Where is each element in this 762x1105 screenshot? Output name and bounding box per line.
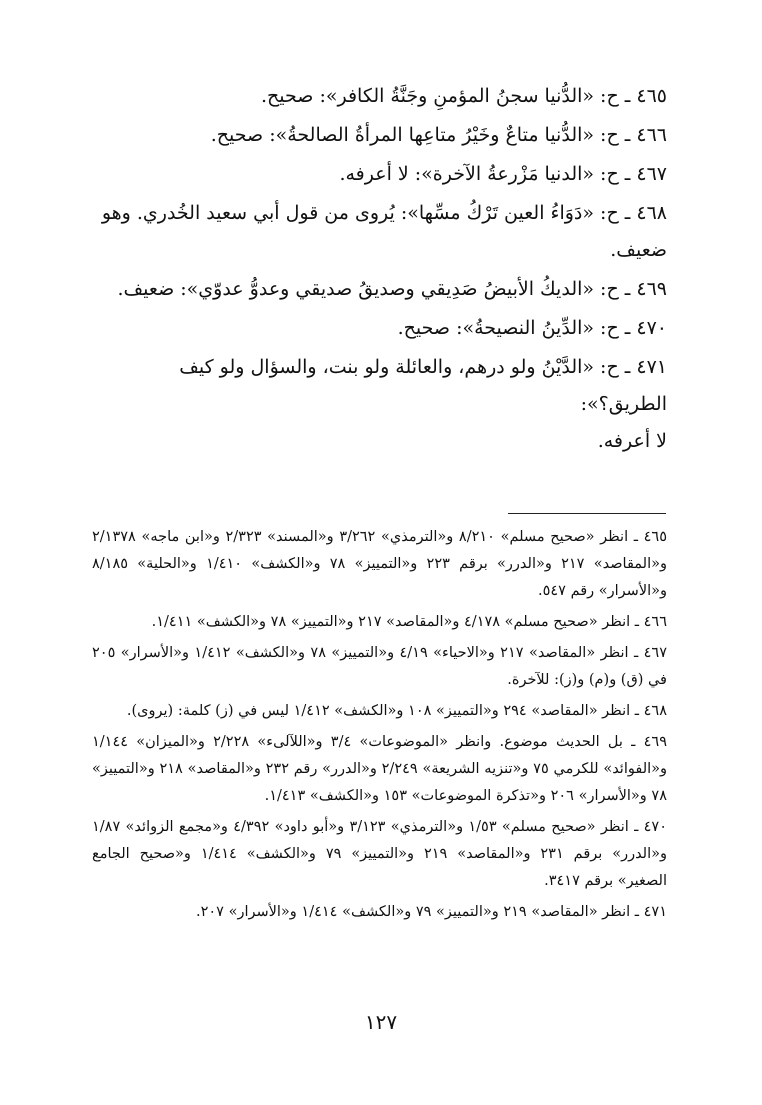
entry-number: ٤٦٩ xyxy=(636,278,667,300)
footnote-text: ـ انظر «صحيح مسلم» ١/٥٣ و«الترمذي» ٣/١٢٣ و«أبو داود» ٤/٣٩٢ و«مجمع الزوائد» ١/٨٧ و«الدرر» برقم ٢٣١ و«المقاصد» ٢١٩ و«التمييز» ٧٩ و«الكشف» ١/٤١٤ و«صحيح الجامع الصغير» برقم ٣٤١٧. xyxy=(92,819,668,889)
main-text xyxy=(92,78,667,462)
entry-continuation: لا أعرفه. xyxy=(597,430,667,452)
footnote-number: ٤٦٦ xyxy=(643,614,667,630)
footnote-separator xyxy=(508,513,666,514)
entry-text: ـ ح: «دَوَاءُ العين تَرْكُ مسِّها»: يُروى من قول أبي سعيد الخُدري. وهو xyxy=(101,202,631,224)
page-number: ١٢٧ xyxy=(364,1010,398,1034)
entry-number: ٤٦٧ xyxy=(636,163,667,185)
footnote-text: ـ انظر «صحيح مسلم» ٨/٢١٠ و«الترمذي» ٣/٢٦٢ و«المسند» ٢/٣٢٣ و«ابن ماجه» ٢/١٣٧٨ و«المقاصد» ٢١٧ و«الدرر» برقم ٢٢٣ و«التمييز» ٧٨ و«الكشف» ١/٤١٠ و«الحلية» ٨/١٨٥ و«الأسرار» رقم ٥٤٧. xyxy=(92,529,667,599)
entry-466 xyxy=(92,117,667,154)
entry-465 xyxy=(92,78,667,115)
entry-number: ٤٧١ xyxy=(636,356,667,378)
footnote-466 xyxy=(92,609,667,636)
footnote-471 xyxy=(92,899,667,926)
entry-470 xyxy=(92,310,667,347)
entry-number: ٤٦٦ xyxy=(636,124,667,146)
entry-text: ـ ح: «الدَّيْنُ ولو درهم، والعائلة ولو بنت، والسؤال ولو كيف الطريق؟»: xyxy=(179,356,667,415)
footnote-469 xyxy=(92,729,667,810)
entry-468 xyxy=(92,195,667,269)
entry-text: ـ ح: «الديكُ الأبيضُ صَدِيقي وصديقُ صديقي وعدوُّ عدوّي»: ضعيف. xyxy=(117,278,631,300)
entry-continuation: ضعيف. xyxy=(610,239,667,261)
footnote-467 xyxy=(92,640,667,694)
footnote-text: ـ بل الحديث موضوع. وانظر «الموضوعات» ٣/٤ و«اللآلىء» ٢/٢٢٨ و«الميزان» ١/١٤٤ و«الفوائد» للكرمي ٧٥ و«تنزيه الشريعة» ٢/٢٤٩ و«الدرر» رقم ٢٣٢ و«المقاصد» ٢١٨ و«التمييز» ٧٨ و«الأسرار» ٢٠٦ و«تذكرة الموضوعات» ١٥٣ و«الكشف» ١/٤١٣. xyxy=(92,734,668,804)
footnote-number: ٤٦٩ xyxy=(643,734,668,750)
entry-text: ـ ح: «الدُّنيا سجنُ المؤمنِ وجَنَّةُ الكافر»: صحيح. xyxy=(260,85,631,107)
footnotes xyxy=(92,524,667,930)
footnote-text: ـ انظر «المقاصد» ٢٩٤ و«التمييز» ١٠٨ و«الكشف» ١/٤١٢ ليس في (ز) كلمة: (يروى). xyxy=(126,703,640,719)
entry-number: ٤٦٥ xyxy=(636,85,667,107)
footnote-text: ـ انظر «المقاصد» ٢١٩ و«التمييز» ٧٩ و«الكشف» ١/٤١٤ و«الأسرار» ٢٠٧. xyxy=(195,904,640,920)
entry-text: ـ ح: «الدِّينُ النصيحةُ»: صحيح. xyxy=(397,317,631,339)
entry-text: ـ ح: «الدُّنيا متاعٌ وخَيْرُ متاعِها المرأةُ الصالحةُ»: صحيح. xyxy=(210,124,631,146)
footnote-465 xyxy=(92,524,667,605)
footnote-number: ٤٧٠ xyxy=(643,819,667,835)
entry-number: ٤٧٠ xyxy=(636,317,667,339)
footnote-number: ٤٧١ xyxy=(643,904,667,920)
entry-471 xyxy=(92,349,667,460)
entry-number: ٤٦٨ xyxy=(636,202,667,224)
footnote-number: ٤٦٧ xyxy=(643,645,667,661)
entry-469 xyxy=(92,271,667,308)
footnote-text: ـ انظر «صحيح مسلم» ٤/١٧٨ و«المقاصد» ٢١٧ و«التمييز» ٧٨ و«الكشف» ١/٤١١. xyxy=(151,614,640,630)
footnote-text: ـ انظر «المقاصد» ٢١٧ و«الاحياء» ٤/١٩ و«التمييز» ٧٨ و«الكشف» ١/٤١٢ و«الأسرار» ٢٠٥ في (ق) و(م) و(ز): للآخرة. xyxy=(92,645,667,688)
footnote-470 xyxy=(92,814,667,895)
footnote-number: ٤٦٥ xyxy=(643,529,668,545)
footnote-468 xyxy=(92,698,667,725)
entry-text: ـ ح: «الدنيا مَزْرعةُ الآخرة»: لا أعرفه. xyxy=(339,163,631,185)
entry-467 xyxy=(92,156,667,193)
footnote-number: ٤٦٨ xyxy=(643,703,667,719)
